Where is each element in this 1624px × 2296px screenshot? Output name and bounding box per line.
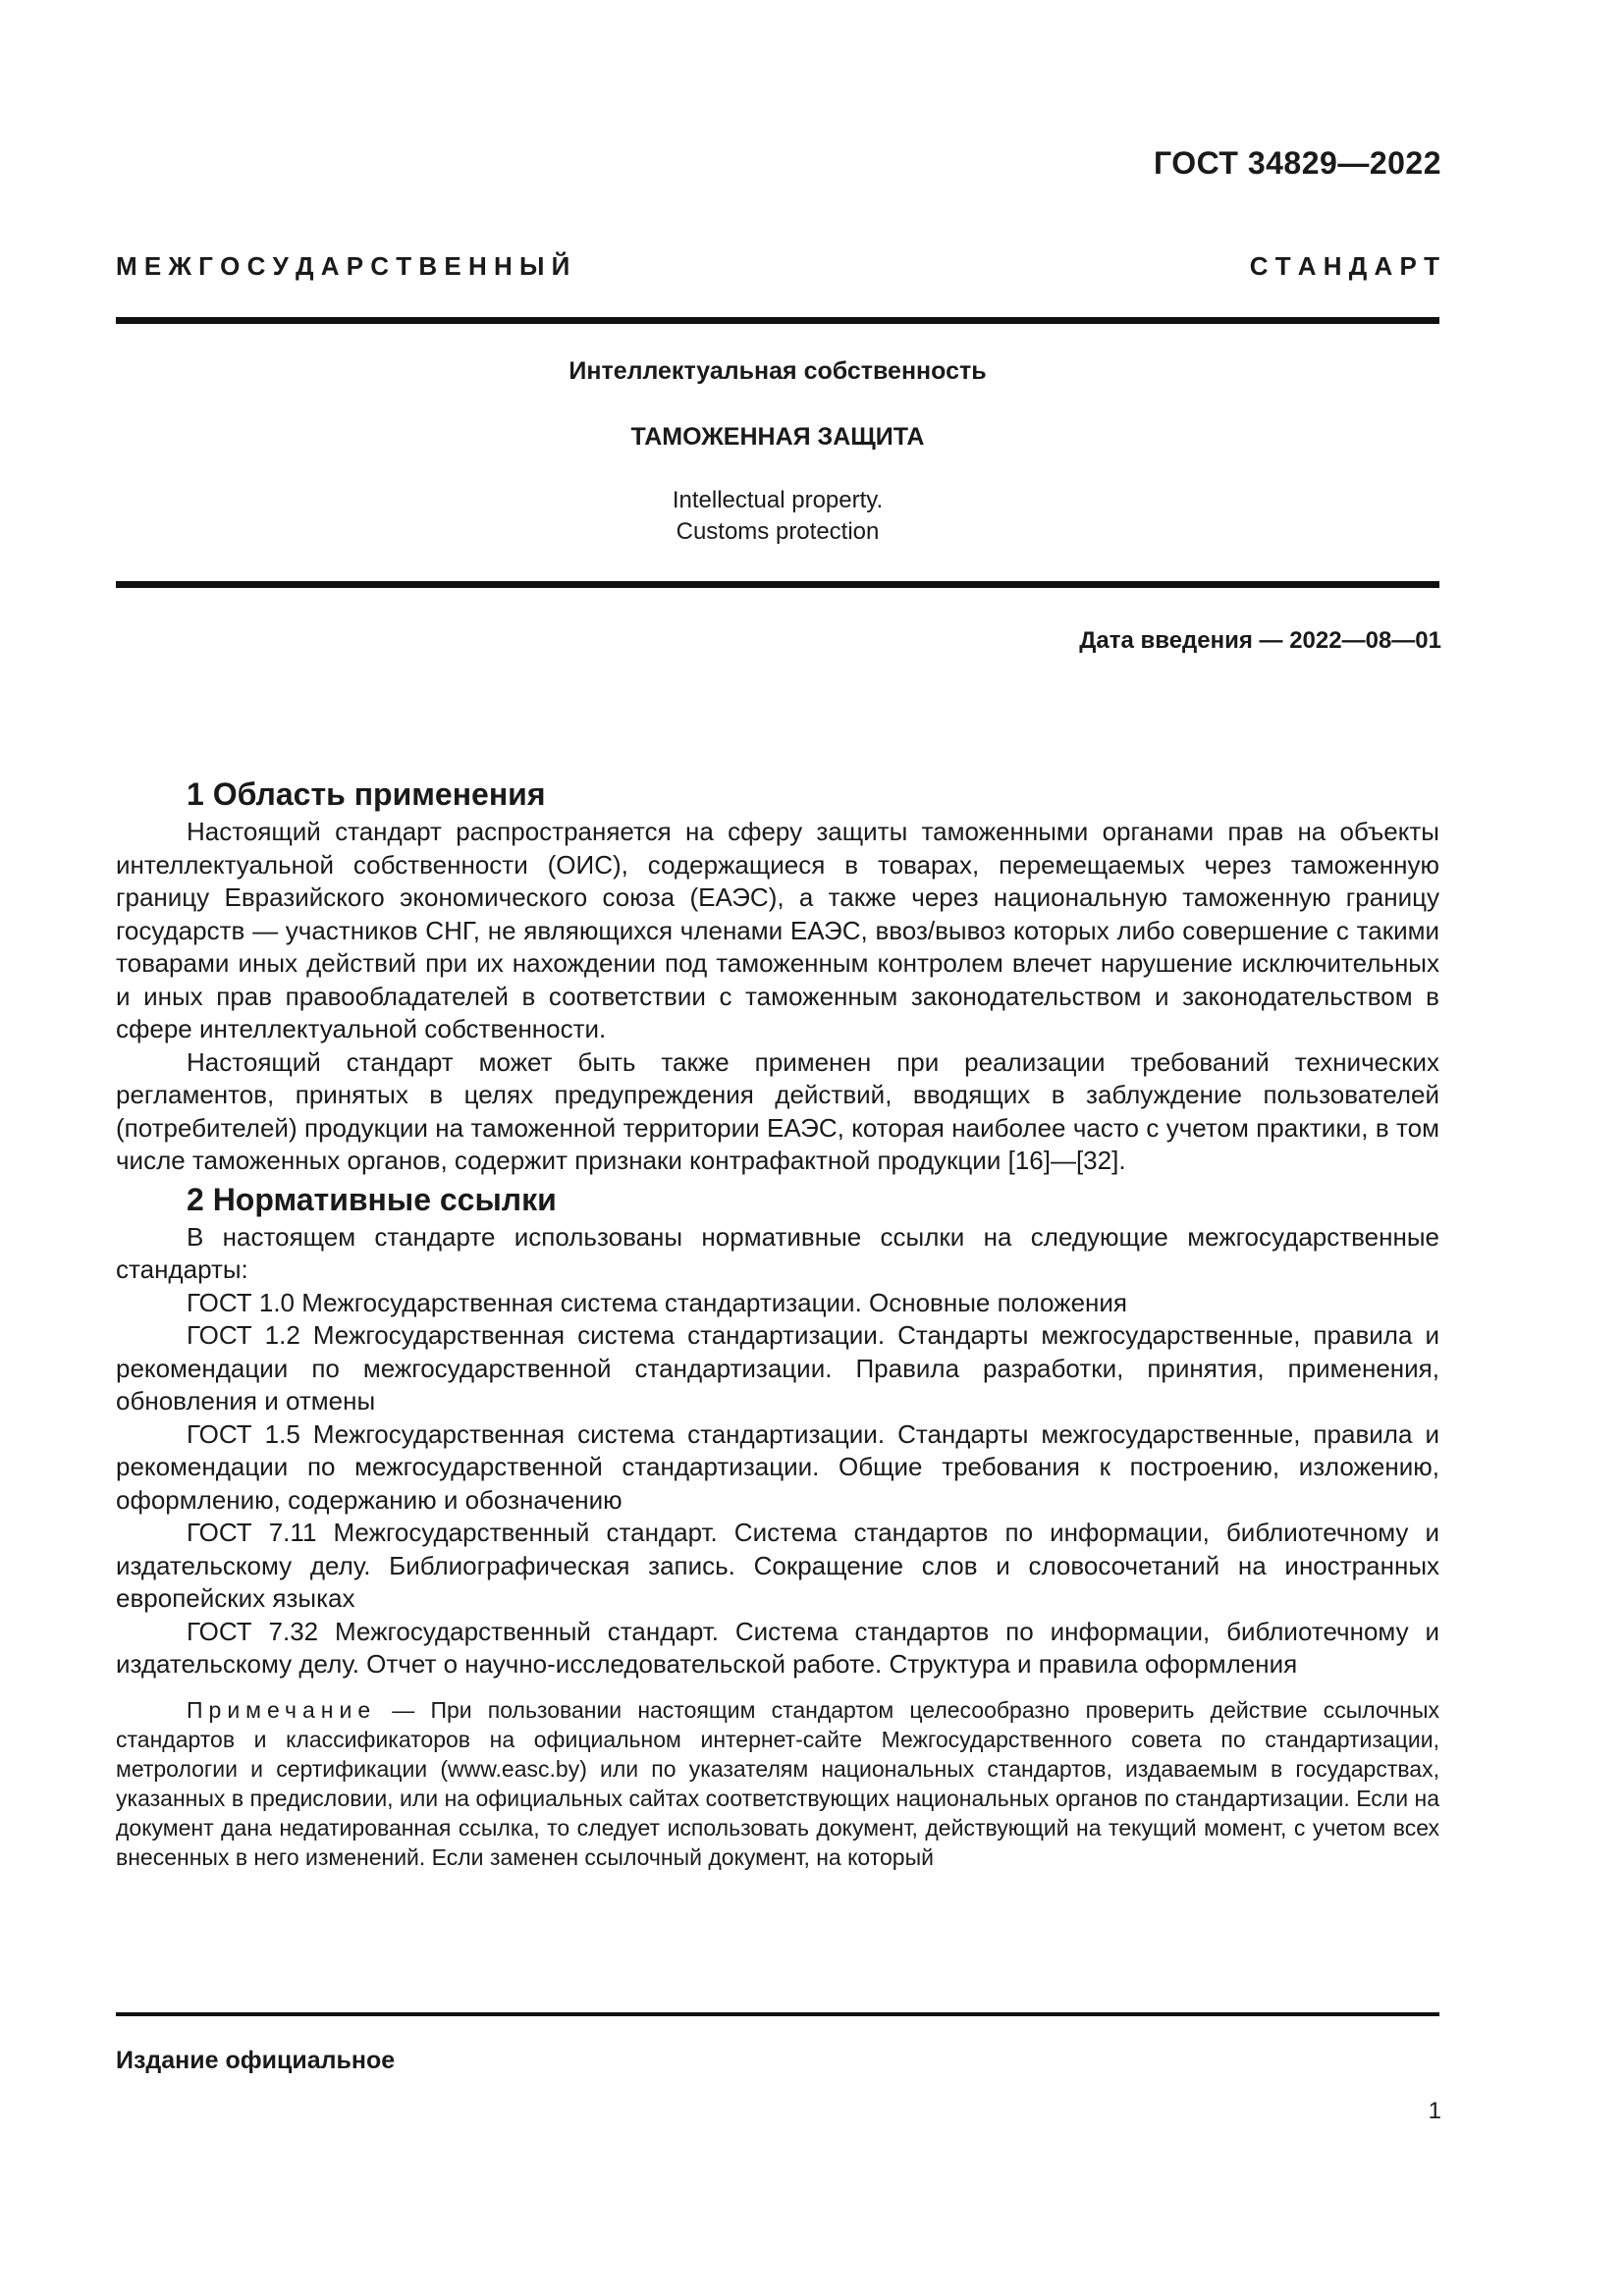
header-rule-top (116, 317, 1439, 324)
document-number: ГОСТ 34829—2022 (1153, 145, 1441, 181)
document-body (116, 773, 1439, 1872)
banner-word-standard: С Т А Н Д А Р Т (1249, 251, 1439, 281)
official-edition-label: Издание официальное (116, 2047, 396, 2074)
reference-item: ГОСТ 7.11 Межгосударственный стандарт. Система стандартов по информации, библиотечному и издательскому делу. Библиографическая запись. Сокращение слов и словосочетаний на иностранных европейских языках (116, 1518, 1439, 1613)
title-russian: Интеллектуальная собственность (568, 357, 987, 385)
reference-item: ГОСТ 1.5 Межгосударственная система стандартизации. Стандарты межгосударственные, правила и рекомендации по межгосударственной стандартизации. Общие требования к построению, изложению, оформлению, содержанию и обозначению (116, 1418, 1439, 1515)
title-subtitle-caps: ТАМОЖЕННАЯ ЗАЩИТА (630, 423, 925, 451)
section-1-heading: 1 Область применения (187, 776, 546, 812)
standard-banner (116, 251, 1439, 282)
title-english-line-2: Customs protection (676, 518, 880, 545)
title-english-line-1: Intellectual property. (672, 487, 884, 513)
section-1-paragraph-2: Настоящий стандарт может быть также применен при реализации требований технических регламентов, принятых в целях предупреждения действий, вводящих в заблуждение пользователей (потребителей) продукции на таможенной территории ЕАЭС, которая наиболее часто с учетом практики, в том числе таможенных органов, содержит признаки контрафактной продукции [16]—[32]. (116, 1046, 1439, 1175)
introduction-date: Дата введения — 2022—08—01 (1079, 627, 1441, 654)
page-number: 1 (1428, 2098, 1441, 2124)
reference-item: ГОСТ 1.0 Межгосударственная система стандартизации. Основные положения (187, 1287, 1128, 1317)
reference-item: ГОСТ 7.32 Межгосударственный стандарт. Система стандартов по информации, библиотечному и издательскому делу. Отчет о научно-исследовательской работе. Структура и правила оформления (116, 1616, 1439, 1679)
note-text: — При пользовании настоящим стандартом целесообразно проверить действие ссылочных стандартов и классификаторов на официальном интернет-сайте Межгосударственного совета по стандартизации, метрологии и сертификации (www.easc.by) или по указателям национальных стандартов, издаваемым в государствах, указанных в предисловии, или на официальных сайтах соответствующих национальных органов по стандартизации. Если на документ дана недатированная ссылка, то следует использовать документ, действующий на текущий момент, с учетом всех внесенных в него изменений. Если заменен ссылочный документ, на который (116, 1696, 1439, 1870)
note-paragraph (116, 1695, 1439, 1872)
title-english (116, 485, 1439, 548)
banner-word-interstate: М Е Ж Г О С У Д А Р С Т В Е Н Н Ы Й (116, 251, 570, 281)
footer-rule (116, 2012, 1439, 2016)
reference-item: ГОСТ 1.2 Межгосударственная система стандартизации. Стандарты межгосударственные, правила и рекомендации по межгосударственной стандартизации. Правила разработки, принятия, применения, обновления и отмены (116, 1320, 1439, 1415)
section-2-intro: В настоящем стандарте использованы нормативные ссылки на следующие межгосударственные стандарты: (116, 1221, 1439, 1284)
note-label: Примечание (187, 1696, 377, 1723)
header-rule-bottom (116, 581, 1439, 588)
section-2-heading: 2 Нормативные ссылки (187, 1181, 557, 1217)
section-1-paragraph-1: Настоящий стандарт распространяется на сферу защиты таможенными органами прав на объекты интеллектуальной собственности (ОИС), содержащиеся в товарах, перемещаемых через таможенную границу Евразийского экономического союза (ЕАЭС), а также через национальную таможенную границу государств — участников СНГ, не являющихся членами ЕАЭС, ввоз/вывоз которых либо совершение с такими товарами иных действий при их нахождении под таможенным контролем влечет нарушение исключительных и иных прав правообладателей в соответствии с таможенным законодательством и законодательством в сфере интеллектуальной собственности. (116, 817, 1439, 1043)
